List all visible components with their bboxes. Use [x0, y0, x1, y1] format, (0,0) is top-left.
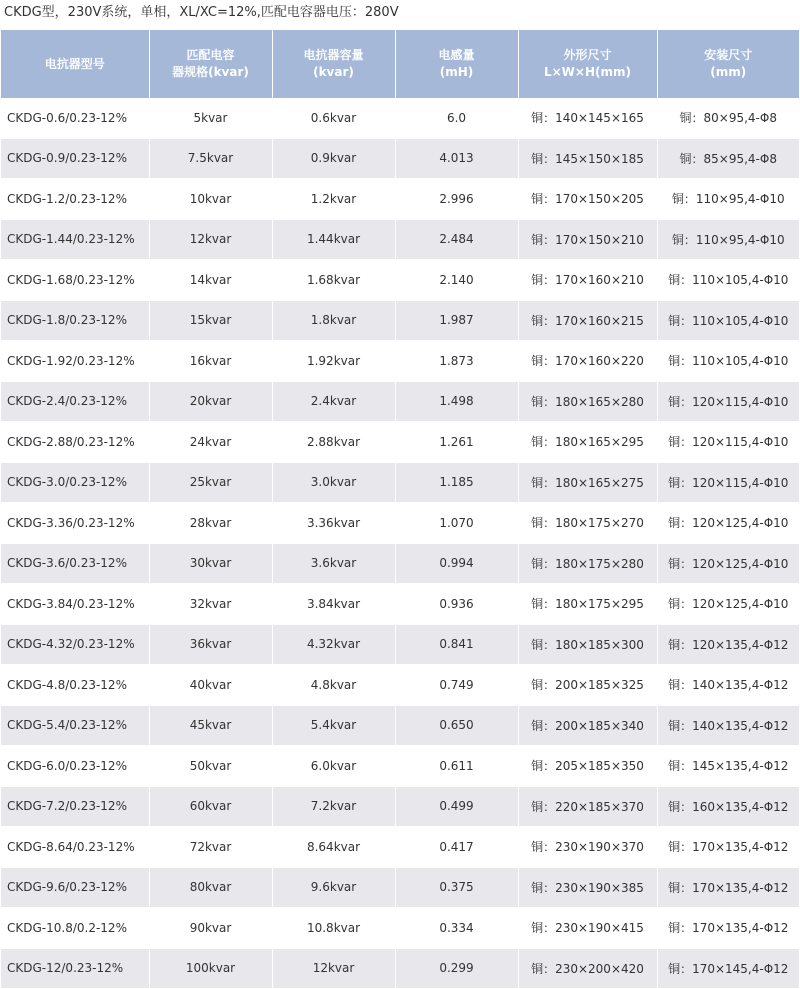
dimensions-cell: 铜：230×190×415 [518, 908, 657, 949]
capacitor-spec-cell: 7.5kvar [149, 138, 272, 179]
table-row [1, 948, 799, 989]
model-cell: CKDG-7.2/0.23-12% [1, 786, 149, 827]
reactor-spec-table [1, 30, 799, 989]
model-cell: CKDG-12/0.23-12% [1, 948, 149, 989]
mounting-cell: 铜：120×115,4-Φ10 [657, 462, 799, 503]
capacitor-spec-cell: 16kvar [149, 341, 272, 382]
model-cell: CKDG-1.2/0.23-12% [1, 179, 149, 220]
inductance-cell: 0.499 [395, 786, 518, 827]
dimensions-cell: 铜：170×160×220 [518, 341, 657, 382]
mounting-cell: 铜：85×95,4-Φ8 [657, 138, 799, 179]
reactor-capacity-cell: 9.6kvar [272, 867, 395, 908]
inductance-cell: 0.417 [395, 827, 518, 868]
table-row [1, 624, 799, 665]
table-row [1, 422, 799, 463]
mounting-cell: 铜：110×105,4-Φ10 [657, 300, 799, 341]
reactor-capacity-cell: 2.4kvar [272, 381, 395, 422]
dimensions-cell: 铜：170×160×210 [518, 260, 657, 301]
capacitor-spec-cell: 10kvar [149, 179, 272, 220]
inductance-cell: 1.185 [395, 462, 518, 503]
header-capacitor-spec: 匹配电容 器规格(kvar) [149, 30, 272, 98]
mounting-cell: 铜：110×95,4-Φ10 [657, 219, 799, 260]
capacitor-spec-cell: 45kvar [149, 705, 272, 746]
table-row [1, 300, 799, 341]
dimensions-cell: 铜：180×175×280 [518, 543, 657, 584]
table-row [1, 584, 799, 625]
mounting-cell: 铜：170×135,4-Φ12 [657, 827, 799, 868]
reactor-capacity-cell: 3.6kvar [272, 543, 395, 584]
dimensions-cell: 铜：180×165×280 [518, 381, 657, 422]
dimensions-cell: 铜：140×145×165 [518, 98, 657, 138]
inductance-cell: 0.936 [395, 584, 518, 625]
capacitor-spec-cell: 15kvar [149, 300, 272, 341]
mounting-cell: 铜：170×135,4-Φ12 [657, 867, 799, 908]
mounting-cell: 铜：80×95,4-Φ8 [657, 98, 799, 138]
inductance-cell: 0.334 [395, 908, 518, 949]
capacitor-spec-cell: 40kvar [149, 665, 272, 706]
capacitor-spec-cell: 30kvar [149, 543, 272, 584]
reactor-capacity-cell: 10.8kvar [272, 908, 395, 949]
mounting-cell: 铜：120×135,4-Φ12 [657, 624, 799, 665]
dimensions-cell: 铜：200×185×340 [518, 705, 657, 746]
reactor-capacity-cell: 4.8kvar [272, 665, 395, 706]
header-inductance: 电感量 (mH) [395, 30, 518, 98]
model-cell: CKDG-6.0/0.23-12% [1, 746, 149, 787]
mounting-cell: 铜：110×105,4-Φ10 [657, 260, 799, 301]
model-cell: CKDG-2.4/0.23-12% [1, 381, 149, 422]
mounting-cell: 铜：120×125,4-Φ10 [657, 543, 799, 584]
dimensions-cell: 铜：200×185×325 [518, 665, 657, 706]
model-cell: CKDG-5.4/0.23-12% [1, 705, 149, 746]
dimensions-cell: 铜：205×185×350 [518, 746, 657, 787]
model-cell: CKDG-9.6/0.23-12% [1, 867, 149, 908]
inductance-cell: 0.749 [395, 665, 518, 706]
table-row [1, 705, 799, 746]
inductance-cell: 6.0 [395, 98, 518, 138]
dimensions-cell: 铜：170×160×215 [518, 300, 657, 341]
mounting-cell: 铜：120×125,4-Φ10 [657, 584, 799, 625]
model-cell: CKDG-3.84/0.23-12% [1, 584, 149, 625]
dimensions-cell: 铜：220×185×370 [518, 786, 657, 827]
table-row [1, 665, 799, 706]
model-cell: CKDG-1.44/0.23-12% [1, 219, 149, 260]
dimensions-cell: 铜：230×190×370 [518, 827, 657, 868]
mounting-cell: 铜：120×115,4-Φ10 [657, 422, 799, 463]
capacitor-spec-cell: 24kvar [149, 422, 272, 463]
reactor-capacity-cell: 3.36kvar [272, 503, 395, 544]
dimensions-cell: 铜：180×165×275 [518, 462, 657, 503]
table-row [1, 827, 799, 868]
inductance-cell: 0.611 [395, 746, 518, 787]
mounting-cell: 铜：120×115,4-Φ10 [657, 381, 799, 422]
capacitor-spec-cell: 100kvar [149, 948, 272, 989]
table-caption: CKDG型，230V系统，单相，XL/XC=12%,匹配电容器电压：280V [4, 5, 399, 20]
capacitor-spec-cell: 90kvar [149, 908, 272, 949]
reactor-capacity-cell: 0.6kvar [272, 98, 395, 138]
model-cell: CKDG-1.8/0.23-12% [1, 300, 149, 341]
reactor-capacity-cell: 1.44kvar [272, 219, 395, 260]
table-row [1, 867, 799, 908]
inductance-cell: 1.987 [395, 300, 518, 341]
mounting-cell: 铜：110×95,4-Φ10 [657, 179, 799, 220]
dimensions-cell: 铜：180×175×270 [518, 503, 657, 544]
model-cell: CKDG-4.8/0.23-12% [1, 665, 149, 706]
capacitor-spec-cell: 20kvar [149, 381, 272, 422]
capacitor-spec-cell: 5kvar [149, 98, 272, 138]
model-cell: CKDG-0.9/0.23-12% [1, 138, 149, 179]
table-row [1, 219, 799, 260]
dimensions-cell: 铜：145×150×185 [518, 138, 657, 179]
inductance-cell: 0.375 [395, 867, 518, 908]
mounting-cell: 铜：110×105,4-Φ10 [657, 341, 799, 382]
capacitor-spec-cell: 28kvar [149, 503, 272, 544]
capacitor-spec-cell: 50kvar [149, 746, 272, 787]
inductance-cell: 4.013 [395, 138, 518, 179]
mounting-cell: 铜：140×135,4-Φ12 [657, 665, 799, 706]
table-row [1, 138, 799, 179]
table-row [1, 260, 799, 301]
header-reactor-capacity: 电抗器容量 (kvar) [272, 30, 395, 98]
model-cell: CKDG-10.8/0.2-12% [1, 908, 149, 949]
model-cell: CKDG-8.64/0.23-12% [1, 827, 149, 868]
table-row [1, 543, 799, 584]
table-row [1, 341, 799, 382]
capacitor-spec-cell: 32kvar [149, 584, 272, 625]
table-row [1, 908, 799, 949]
table-row [1, 746, 799, 787]
dimensions-cell: 铜：180×175×295 [518, 584, 657, 625]
mounting-cell: 铜：140×135,4-Φ12 [657, 705, 799, 746]
table-row [1, 462, 799, 503]
dimensions-cell: 铜：230×200×420 [518, 948, 657, 989]
model-cell: CKDG-2.88/0.23-12% [1, 422, 149, 463]
table-row [1, 786, 799, 827]
mounting-cell: 铜：160×135,4-Φ12 [657, 786, 799, 827]
dimensions-cell: 铜：180×185×300 [518, 624, 657, 665]
inductance-cell: 1.261 [395, 422, 518, 463]
reactor-capacity-cell: 1.92kvar [272, 341, 395, 382]
header-dimensions: 外形尺寸 L×W×H(mm) [518, 30, 657, 98]
reactor-capacity-cell: 5.4kvar [272, 705, 395, 746]
table-row [1, 503, 799, 544]
table-row [1, 179, 799, 220]
reactor-capacity-cell: 3.84kvar [272, 584, 395, 625]
reactor-capacity-cell: 6.0kvar [272, 746, 395, 787]
reactor-capacity-cell: 2.88kvar [272, 422, 395, 463]
model-cell: CKDG-3.6/0.23-12% [1, 543, 149, 584]
reactor-capacity-cell: 7.2kvar [272, 786, 395, 827]
dimensions-cell: 铜：170×150×210 [518, 219, 657, 260]
inductance-cell: 0.994 [395, 543, 518, 584]
capacitor-spec-cell: 14kvar [149, 260, 272, 301]
table-row [1, 381, 799, 422]
inductance-cell: 2.484 [395, 219, 518, 260]
reactor-capacity-cell: 8.64kvar [272, 827, 395, 868]
reactor-capacity-cell: 1.8kvar [272, 300, 395, 341]
inductance-cell: 1.498 [395, 381, 518, 422]
reactor-capacity-cell: 3.0kvar [272, 462, 395, 503]
reactor-capacity-cell: 12kvar [272, 948, 395, 989]
mounting-cell: 铜：170×135,4-Φ12 [657, 908, 799, 949]
mounting-cell: 铜：170×145,4-Φ12 [657, 948, 799, 989]
mounting-cell: 铜：120×125,4-Φ10 [657, 503, 799, 544]
header-row [1, 30, 799, 98]
capacitor-spec-cell: 80kvar [149, 867, 272, 908]
capacitor-spec-cell: 12kvar [149, 219, 272, 260]
inductance-cell: 1.070 [395, 503, 518, 544]
header-mounting: 安装尺寸 (mm) [657, 30, 799, 98]
inductance-cell: 2.996 [395, 179, 518, 220]
capacitor-spec-cell: 25kvar [149, 462, 272, 503]
inductance-cell: 1.873 [395, 341, 518, 382]
inductance-cell: 0.650 [395, 705, 518, 746]
model-cell: CKDG-3.36/0.23-12% [1, 503, 149, 544]
inductance-cell: 2.140 [395, 260, 518, 301]
model-cell: CKDG-3.0/0.23-12% [1, 462, 149, 503]
model-cell: CKDG-1.92/0.23-12% [1, 341, 149, 382]
model-cell: CKDG-4.32/0.23-12% [1, 624, 149, 665]
dimensions-cell: 铜：180×165×295 [518, 422, 657, 463]
header-model: 电抗器型号 [1, 30, 149, 98]
inductance-cell: 0.841 [395, 624, 518, 665]
model-cell: CKDG-1.68/0.23-12% [1, 260, 149, 301]
reactor-capacity-cell: 1.2kvar [272, 179, 395, 220]
capacitor-spec-cell: 72kvar [149, 827, 272, 868]
model-cell: CKDG-0.6/0.23-12% [1, 98, 149, 138]
reactor-capacity-cell: 0.9kvar [272, 138, 395, 179]
table-row [1, 98, 799, 138]
capacitor-spec-cell: 36kvar [149, 624, 272, 665]
mounting-cell: 铜：145×135,4-Φ12 [657, 746, 799, 787]
dimensions-cell: 铜：230×190×385 [518, 867, 657, 908]
reactor-capacity-cell: 4.32kvar [272, 624, 395, 665]
capacitor-spec-cell: 60kvar [149, 786, 272, 827]
dimensions-cell: 铜：170×150×205 [518, 179, 657, 220]
reactor-capacity-cell: 1.68kvar [272, 260, 395, 301]
inductance-cell: 0.299 [395, 948, 518, 989]
